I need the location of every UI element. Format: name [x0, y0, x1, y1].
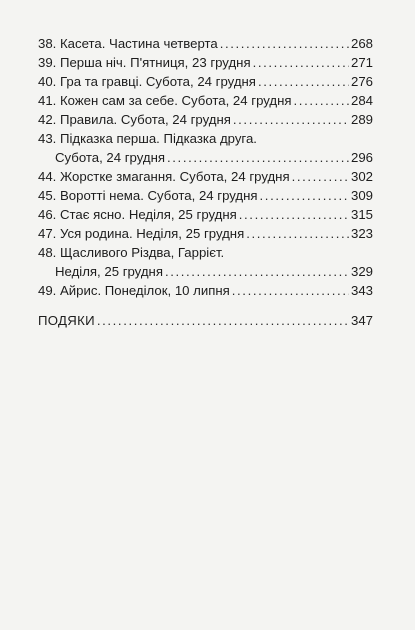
toc-entry-row	[38, 224, 373, 243]
toc-page-number: 268	[351, 36, 374, 51]
toc-page-number: 302	[351, 169, 374, 184]
toc-entry-row	[38, 262, 373, 281]
toc-entry[interactable]	[38, 205, 373, 224]
toc-page-number: 276	[351, 74, 374, 89]
leader-dots	[292, 167, 349, 186]
toc-page-number: 296	[351, 150, 374, 165]
toc-entry[interactable]	[38, 186, 373, 205]
toc-entry-label: 49. Айрис. Понеділок, 10 липня	[38, 283, 230, 298]
toc-page-number: 315	[351, 207, 374, 222]
toc-entry[interactable]	[38, 91, 373, 110]
leader-dots	[97, 311, 349, 330]
toc-page-number: 271	[351, 55, 374, 70]
toc-entry-label: 40. Гра та гравці. Субота, 24 грудня	[38, 74, 256, 89]
toc-entry-label: 38. Касета. Частина четверта	[38, 36, 218, 51]
toc-entry-label: 45. Воротті нема. Субота, 24 грудня	[38, 188, 258, 203]
toc-entry-row	[38, 167, 373, 186]
toc-entry-row	[38, 186, 373, 205]
toc-entry[interactable]	[38, 53, 373, 72]
leader-dots	[233, 110, 349, 129]
toc-entry-row	[38, 148, 373, 167]
toc-entry-label: 47. Уся родина. Неділя, 25 грудня	[38, 226, 245, 241]
toc-entry[interactable]	[38, 243, 373, 281]
toc-entry[interactable]	[38, 110, 373, 129]
toc-entry-label: 41. Кожен сам за себе. Субота, 24 грудня	[38, 93, 292, 108]
toc-page-number: 284	[351, 93, 374, 108]
leader-dots	[258, 72, 349, 91]
toc-entries	[38, 34, 373, 300]
toc-entry-row	[38, 53, 373, 72]
leader-dots	[253, 53, 349, 72]
toc-entry-label: Неділя, 25 грудня	[55, 264, 163, 279]
toc-page-number: 323	[351, 226, 374, 241]
toc-entry[interactable]	[38, 167, 373, 186]
toc-entry[interactable]	[38, 72, 373, 91]
toc-page-number: 347	[351, 313, 374, 328]
toc-entry-label: 39. Перша ніч. П'ятниця, 23 грудня	[38, 55, 251, 70]
toc-entry[interactable]	[38, 224, 373, 243]
toc-page-number: 329	[351, 264, 374, 279]
toc-entry-row	[38, 91, 373, 110]
toc-entry-row	[38, 72, 373, 91]
toc-entry-label: 42. Правила. Субота, 24 грудня	[38, 112, 231, 127]
toc-entry-label: 44. Жорстке змагання. Субота, 24 грудня	[38, 169, 290, 184]
leader-dots	[260, 186, 349, 205]
leader-dots	[165, 262, 349, 281]
toc-entry-row	[38, 110, 373, 129]
toc-entry-label: Субота, 24 грудня	[55, 150, 166, 165]
toc-page-number: 343	[351, 283, 374, 298]
toc-entry-label: 43. Підказка перша. Підказка друга.	[38, 131, 257, 146]
toc-entry[interactable]	[38, 129, 373, 167]
toc-entry-acknowledgements[interactable]	[38, 311, 373, 330]
toc-gap	[38, 300, 373, 311]
toc-entry[interactable]	[38, 34, 373, 53]
leader-dots	[167, 148, 349, 167]
toc-entry-row	[38, 281, 373, 300]
leader-dots	[232, 281, 349, 300]
leader-dots	[220, 34, 349, 53]
toc-entry-label: 46. Стає ясно. Неділя, 25 грудня	[38, 207, 237, 222]
toc-entry-label: 48. Щасливого Різдва, Гаррієт.	[38, 245, 225, 260]
table-of-contents	[38, 34, 373, 330]
toc-page-number: 309	[351, 188, 374, 203]
toc-entry-label: ПОДЯКИ	[38, 313, 95, 328]
toc-entry[interactable]	[38, 281, 373, 300]
leader-dots	[294, 91, 349, 110]
leader-dots	[239, 205, 349, 224]
toc-page-number: 289	[351, 112, 374, 127]
leader-dots	[246, 224, 349, 243]
toc-entry-row	[38, 34, 373, 53]
toc-entry-row	[38, 205, 373, 224]
